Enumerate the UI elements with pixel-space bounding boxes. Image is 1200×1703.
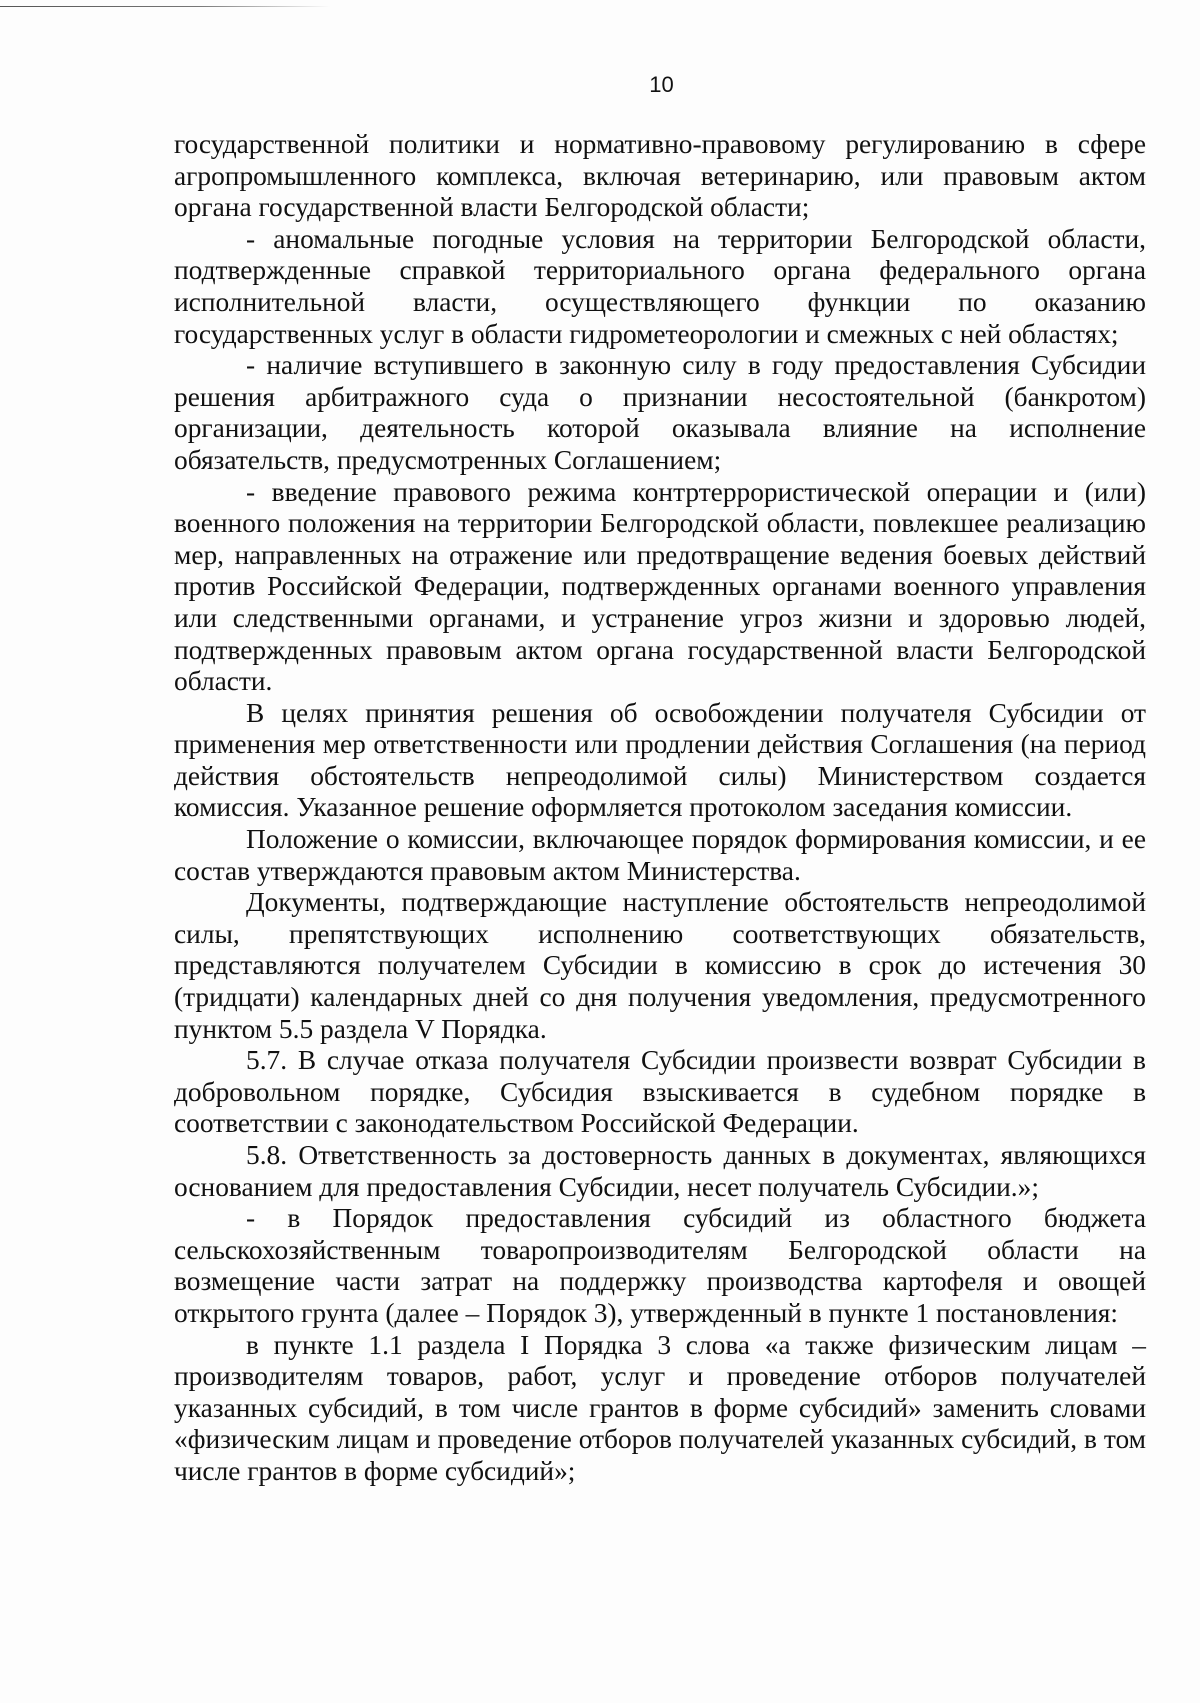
paragraph-commission-creation: В целях принятия решения об освобождении получателя Субсидии от применения мер ответственности или продлении действия Соглашения (на период действия обстоятельств непреодолимой силы) Министерством создается комиссия. Указанное решение оформляется протоколом заседания комиссии.: [174, 697, 1146, 823]
paragraph-commission-regulation: Положение о комиссии, включающее порядок формирования комиссии, и ее состав утверждаются правовым актом Министерства.: [174, 824, 1146, 886]
document-body: [174, 129, 1146, 1488]
paragraph-5-7: 5.7. В случае отказа получателя Субсидии произвести возврат Субсидии в добровольном порядке, Субсидия взыскивается в судебном порядке в соответствии с законодательством Российской Федерации.: [174, 1045, 1146, 1139]
page-number: 10: [649, 72, 674, 97]
scan-edge-line: [0, 6, 330, 7]
paragraph-procedure-3: - в Порядок предоставления субсидий из областного бюджета сельскохозяйственным товаропроизводителям Белгородской области на возмещение части затрат на поддержку производства картофеля и овощей открытого грунта (далее – Порядок 3), утвержденный в пункте 1 постановления:: [174, 1203, 1146, 1328]
paragraph-bankruptcy: - наличие вступившего в законную силу в году предоставления Субсидии решения арбитражного суда о признании несостоятельной (банкротом) организации, деятельность которой оказывала влияние на исполнение обязательств, предусмотренных Соглашением;: [174, 350, 1146, 475]
paragraph-5-8: 5.8. Ответственность за достоверность данных в документах, являющихся основанием для предоставления Субсидии, несет получатель Субсидии.»;: [174, 1140, 1146, 1202]
paragraph-force-majeure-documents: Документы, подтверждающие наступление обстоятельств непреодолимой силы, препятствующих исполнению соответствующих обязательств, представляются получателем Субсидии в комиссию в срок до истечения 30 (тридцати) календарных дней со дня получения уведомления, предусмотренного пунктом 5.5 раздела V Порядка.: [174, 887, 1146, 1044]
paragraph-counterterrorism: - введение правового режима контртеррористической операции и (или) военного положения на территории Белгородской области, повлекшее реализацию мер, направленных на отражение или предотвращение ведения боевых действий против Российской Федерации, подтвержденных органами военного управления или следственными органами, и устранение угроз жизни и здоровью людей, подтвержденных правовым актом органа государственной власти Белгородской области.: [174, 476, 1146, 697]
paragraph-continuation: государственной политики и нормативно-правовому регулированию в сфере агропромышленного комплекса, включая ветеринарию, или правовым актом органа государственной власти Белгородской области;: [174, 129, 1146, 223]
paragraph-clause-1-1: в пункте 1.1 раздела I Порядка 3 слова «а также физическим лицам – производителям товаров, работ, услуг и проведение отборов получателей указанных субсидий, в том числе грантов в форме субсидий» заменить словами «физическим лицам и проведение отборов получателей указанных субсидий, в том числе грантов в форме субсидий»;: [174, 1329, 1146, 1486]
paragraph-weather-conditions: - аномальные погодные условия на территории Белгородской области, подтвержденные справкой территориального органа федерального органа исполнительной власти, осуществляющего функции по оказанию государственных услуг в области гидрометеорологии и смежных с ней областях;: [174, 223, 1146, 349]
